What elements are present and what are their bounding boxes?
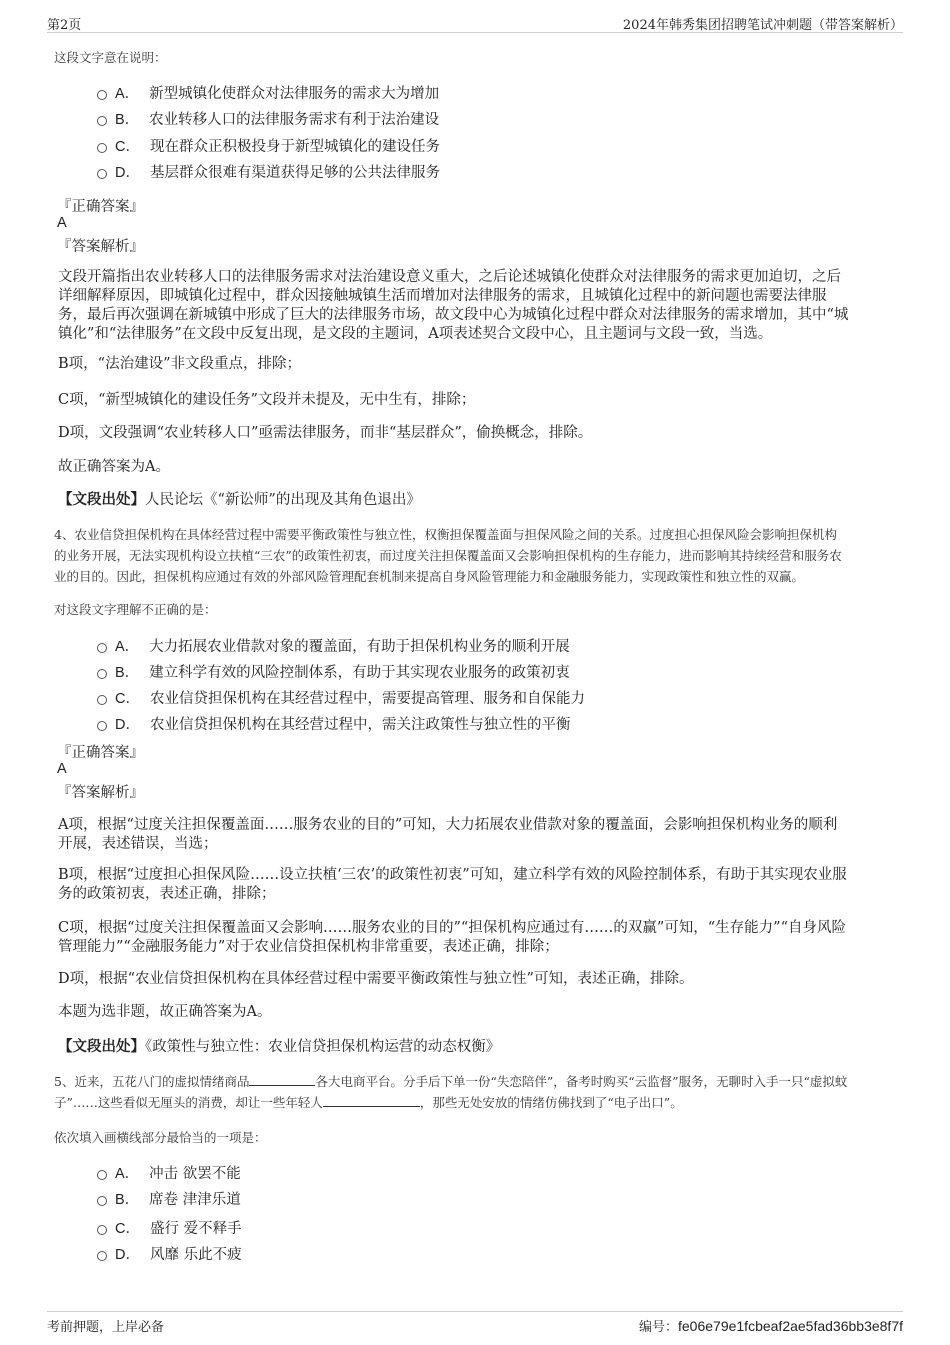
q3-option-d[interactable]: D． 基层群众很难有渠道获得足够的公共法律服务 — [97, 161, 440, 182]
q4-b-analysis: B项，根据“过度担心担保风险……设立扶植‘三农’的政策性初衷”可知，建立科学有效的风险控制体系，有助于其实现农业服 务的政策初衷，表述正确，排除； — [58, 867, 847, 902]
source-title: 《政策性与独立性：农业信贷担保机构运营的动态权衡》 — [145, 1039, 501, 1055]
q5-option-a[interactable]: A． 冲击 欲罢不能 — [97, 1162, 241, 1183]
q4-answer-label: 『正确答案』 — [57, 745, 144, 761]
q3-analysis-label: 『答案解析』 — [57, 239, 144, 255]
q5-stem: 5、近来，五花八门的虚拟情绪商品 各大电商平台。分手后下单一份“失恋陪伴”，备考时购买“云监督”服务，无聊时入手一只“虚拟蚊 子”……这些看似无厘头的消费，却让一些年轻人 ，那些无处安放的情绪仿佛找到了“电子出口”。 — [54, 1074, 848, 1110]
q3-analysis: 文段开篇指出农业转移人口的法律服务需求对法治建设意义重大，之后论述城镇化使群众对法律服务的需求更加迫切，之后 详细解释原因，即城镇化过程中，群众因接触城镇生活而增加对法律服务的需求，且城镇化过程中的新问题也需要法律服 务，最后再次强调在新城镇中形成了巨大的法律服务市场，故文段中心为城镇化过程中群众对法律服务的需求增加，其中“城 镇化”和“法律服务”在文段中反复出现，是文段的主题词，A项表述契合文段中心，且主题词与文段一致，当选。 — [58, 269, 849, 342]
blank-2[interactable] — [323, 1106, 420, 1107]
q5-option-b[interactable]: B． 席卷 津津乐道 — [97, 1188, 241, 1209]
q4-answer: A — [57, 761, 67, 777]
radio-icon[interactable] — [97, 169, 107, 179]
q4-stem: 4、农业信贷担保机构在具体经营过程中需要平衡政策性与独立性，权衡担保覆盖面与担保风险之间的关系。过度担心担保风险会影响担保机构 的业务开展，无法实现机构设立扶植“三农”的政策性初衷，而过度关注担保覆盖面又会影响担保机构的生存能力，进而影响其持续经营和服务农 业的目的。因此，担保机构应通过有效的外部风险管理配套机制来提高自身风险管理能力和金融服务能力，实现政策性和独立性的双赢。 — [54, 527, 842, 584]
q4-analysis-label: 『答案解析』 — [57, 785, 144, 801]
q4-c-analysis: C项，根据“过度关注担保覆盖面又会影响……服务农业的目的”“担保机构应通过有……的双赢”可知，“生存能力”“自身风险 管理能力”“金融服务能力”对于农业信贷担保机构非常重要，表述正确，排除； — [58, 920, 846, 955]
q5-option-c[interactable]: C． 盛行 爱不释手 — [97, 1217, 242, 1238]
source-label: 【文段出处】 — [58, 1038, 145, 1055]
q4-a-analysis: A项，根据“过度关注担保覆盖面……服务农业的目的”可知，大力拓展农业借款对象的覆盖面，会影响担保机构业务的顺利 开展，表述错误，当选； — [58, 817, 838, 852]
q3-source — [58, 490, 421, 510]
q3-option-b[interactable]: B． 农业转移人口的法律服务需求有利于法治建设 — [97, 108, 439, 129]
q5-option-d[interactable]: D． 风靡 乐此不疲 — [97, 1243, 242, 1264]
q3-option-a[interactable]: A． 新型城镇化使群众对法律服务的需求大为增加 — [97, 82, 439, 103]
radio-icon[interactable] — [97, 1196, 107, 1206]
page-header — [47, 12, 903, 33]
blank-1[interactable] — [249, 1085, 315, 1086]
footer-slogan: 考前押题，上岸必备 — [47, 1320, 165, 1335]
q3-answer-label: 『正确答案』 — [57, 199, 144, 215]
q5-prompt: 依次填入画横线部分最恰当的一项是： — [54, 1130, 267, 1145]
q4-prompt: 对这段文字理解不正确的是： — [54, 602, 217, 617]
radio-icon[interactable] — [97, 1251, 107, 1261]
q3-prompt: 这段文字意在说明： — [54, 50, 167, 65]
q4-conclusion: 本题为选非题，故正确答案为A。 — [58, 1004, 272, 1020]
q4-option-c[interactable]: C． 农业信贷担保机构在其经营过程中，需要提高管理、服务和自保能力 — [97, 687, 585, 708]
radio-icon[interactable] — [97, 143, 107, 153]
q3-d-analysis: D项，文段强调“农业转移人口”亟需法律服务，而非“基层群众”，偷换概念，排除。 — [58, 425, 593, 441]
page-number: 第2页 — [47, 18, 82, 33]
document-title: 2024年韩秀集团招聘笔试冲刺题（带答案解析） — [622, 18, 903, 33]
q4-option-b[interactable]: B． 建立科学有效的风险控制体系，有助于其实现农业服务的政策初衷 — [97, 661, 570, 682]
q4-option-a[interactable]: A． 大力拓展农业借款对象的覆盖面，有助于担保机构业务的顺利开展 — [97, 635, 570, 656]
source-label: 【文段出处】 — [58, 491, 145, 508]
radio-icon[interactable] — [97, 643, 107, 653]
q4-source — [58, 1037, 500, 1057]
page-footer — [47, 1311, 903, 1342]
q3-b-analysis: B项，“法治建设”非文段重点，排除； — [58, 356, 301, 372]
radio-icon[interactable] — [97, 1225, 107, 1235]
q3-conclusion: 故正确答案为A。 — [58, 459, 170, 475]
radio-icon[interactable] — [97, 116, 107, 126]
q3-answer: A — [57, 215, 67, 231]
q3-option-c[interactable]: C． 现在群众正积极投身于新型城镇化的建设任务 — [97, 135, 440, 156]
radio-icon[interactable] — [97, 90, 107, 100]
radio-icon[interactable] — [97, 669, 107, 679]
source-title: 人民论坛《“新讼师”的出现及其角色退出》 — [145, 492, 421, 508]
radio-icon[interactable] — [97, 721, 107, 731]
radio-icon[interactable] — [97, 695, 107, 705]
q3-c-analysis: C项，“新型城镇化的建设任务”文段并未提及，无中生有，排除； — [58, 392, 476, 408]
q4-d-analysis: D项，根据“农业信贷担保机构在具体经营过程中需要平衡政策性与独立性”可知，表述正确，排除。 — [58, 971, 694, 987]
q4-option-d[interactable]: D． 农业信贷担保机构在其经营过程中，需关注政策性与独立性的平衡 — [97, 713, 570, 734]
document-code: 编号：fe06e79e1fcbeaf2ae5fad36bb3e8f7f — [638, 1318, 903, 1335]
radio-icon[interactable] — [97, 1170, 107, 1180]
